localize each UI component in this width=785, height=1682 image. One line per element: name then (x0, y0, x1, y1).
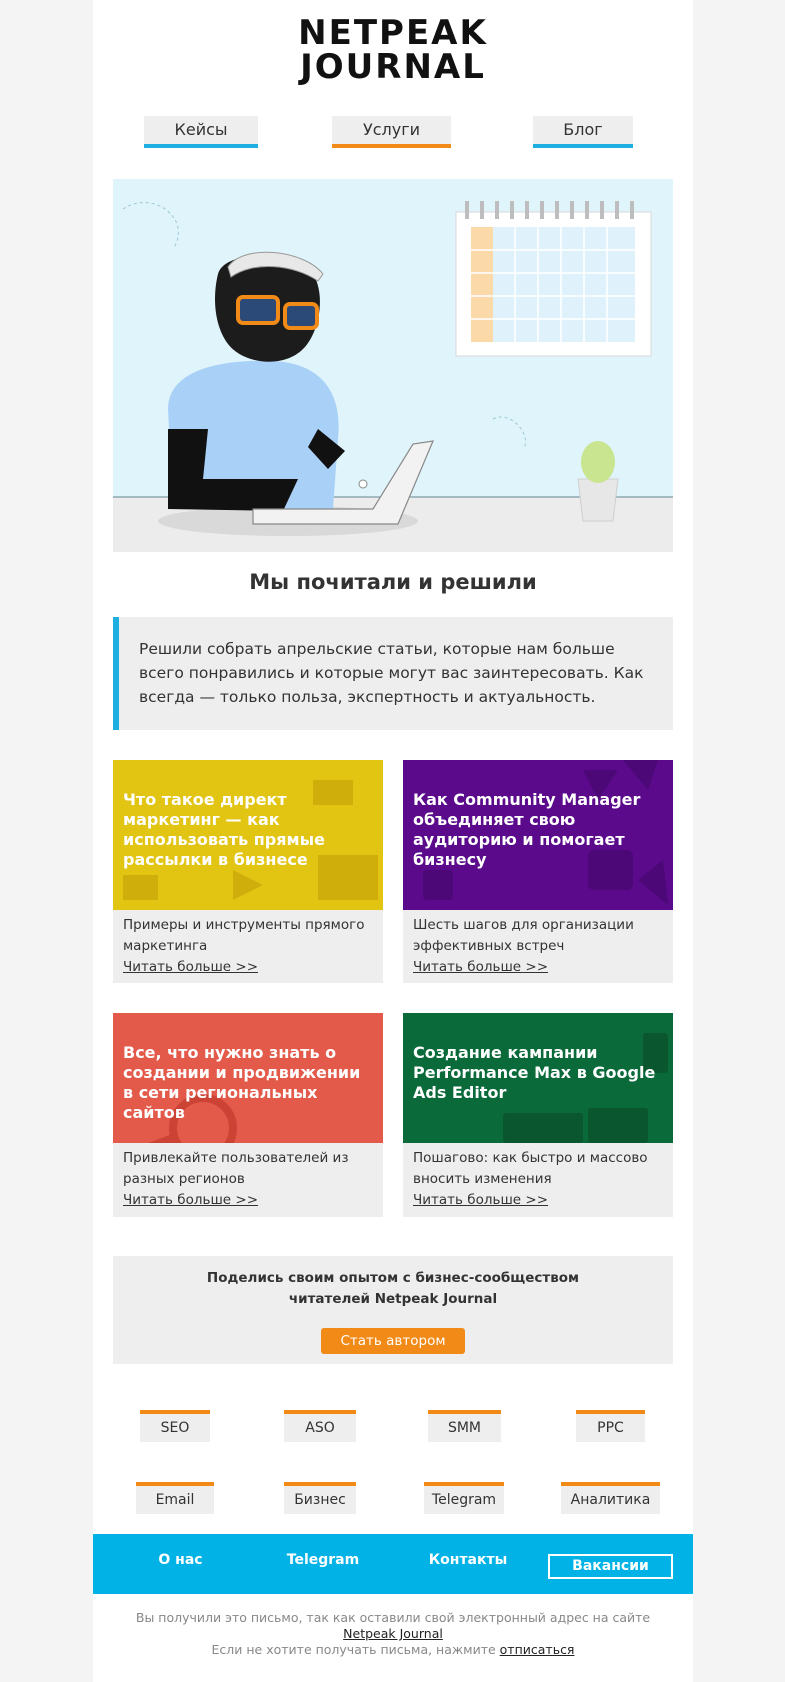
tag-aso[interactable]: ASO (284, 1410, 356, 1442)
footer-contacts[interactable]: Контакты (428, 1552, 508, 1568)
tag-email[interactable]: Email (136, 1482, 214, 1514)
article-title[interactable]: Что такое директ маркетинг — как использовать прямые рассылки в бизнесе (123, 790, 325, 869)
hero-art (113, 179, 673, 552)
brand-line-1: NETPEAK (298, 13, 488, 53)
article-card[interactable] (403, 1013, 673, 1217)
cactus-icon (578, 441, 618, 521)
footer-about[interactable]: О нас (158, 1552, 203, 1568)
calendar-icon (456, 201, 651, 356)
tag-ppc[interactable]: PPC (576, 1410, 645, 1442)
unsubscribe-prefix: Если не хотите получать письма, нажмите (211, 1642, 500, 1657)
article-desc: Шесть шагов для организации эффективных встреч (413, 917, 634, 954)
cta-line-1: Поделись своим опытом с бизнес-сообществом (206, 1270, 580, 1286)
nav-blog[interactable]: Блог (533, 116, 633, 148)
cta-line-2: читателей Netpeak Journal (288, 1291, 498, 1307)
article-title[interactable]: Все, что нужно знать о создании и продвижении в сети региональных сайтов (123, 1043, 361, 1122)
article-title[interactable]: Как Community Manager объединяет свою аудиторию и помогает бизнесу (413, 790, 641, 869)
intro-quote (113, 617, 673, 730)
nav-cases[interactable]: Кейсы (144, 116, 258, 148)
tag-business[interactable]: Бизнес (284, 1482, 356, 1514)
brand-line-2: JOURNAL (300, 47, 486, 87)
email-sheet (93, 0, 693, 1682)
headline: Мы почитали и решили (249, 570, 537, 594)
article-desc: Примеры и инструменты прямого маркетинга (123, 917, 365, 954)
read-more-link[interactable]: Читать больше >> (413, 1192, 549, 1208)
intro-text: Решили собрать апрельские статьи, которые нам больше всего понравились и которые могут вас заинтересовать. Как всегда — только польза, экспертность и актуальность. (139, 640, 644, 706)
read-more-link[interactable]: Читать больше >> (413, 959, 549, 975)
tag-telegram[interactable]: Telegram (424, 1482, 504, 1514)
footer-telegram[interactable]: Telegram (286, 1552, 360, 1568)
nav-services[interactable]: Услуги (332, 116, 451, 148)
article-cover[interactable] (113, 760, 383, 910)
fineprint (93, 1610, 693, 1658)
article-cover[interactable] (403, 760, 673, 910)
article-cover[interactable] (403, 1013, 673, 1143)
article-cover[interactable] (113, 1013, 383, 1143)
article-title[interactable]: Создание кампании Performance Max в Google Ads Editor (413, 1043, 656, 1102)
become-author-block (113, 1256, 673, 1364)
tag-analytics[interactable]: Аналитика (561, 1482, 660, 1514)
tag-seo[interactable]: SEO (140, 1410, 210, 1442)
fineprint-line-3 (93, 1642, 693, 1658)
article-card[interactable] (113, 1013, 383, 1217)
article-desc: Пошагово: как быстро и массово вносить изменения (413, 1150, 648, 1187)
article-card[interactable] (113, 760, 383, 983)
unsubscribe-link[interactable]: отписаться (499, 1642, 575, 1657)
footer-vacancies[interactable]: Вакансии (548, 1554, 673, 1579)
read-more-link[interactable]: Читать больше >> (123, 959, 259, 975)
cta-text (113, 1256, 673, 1310)
become-author-button[interactable]: Стать автором (321, 1328, 465, 1354)
hero-illustration (113, 179, 673, 552)
fineprint-line-1: Вы получили это письмо, так как оставили свой электронный адрес на сайте (135, 1610, 651, 1625)
article-card[interactable] (403, 760, 673, 983)
footer-nav (93, 1534, 693, 1594)
brand-logo[interactable] (93, 13, 693, 87)
site-link[interactable]: Netpeak Journal (343, 1626, 443, 1641)
read-more-link[interactable]: Читать больше >> (123, 1192, 259, 1208)
tag-smm[interactable]: SMM (428, 1410, 501, 1442)
article-desc: Привлекайте пользователей из разных регионов (123, 1150, 349, 1187)
